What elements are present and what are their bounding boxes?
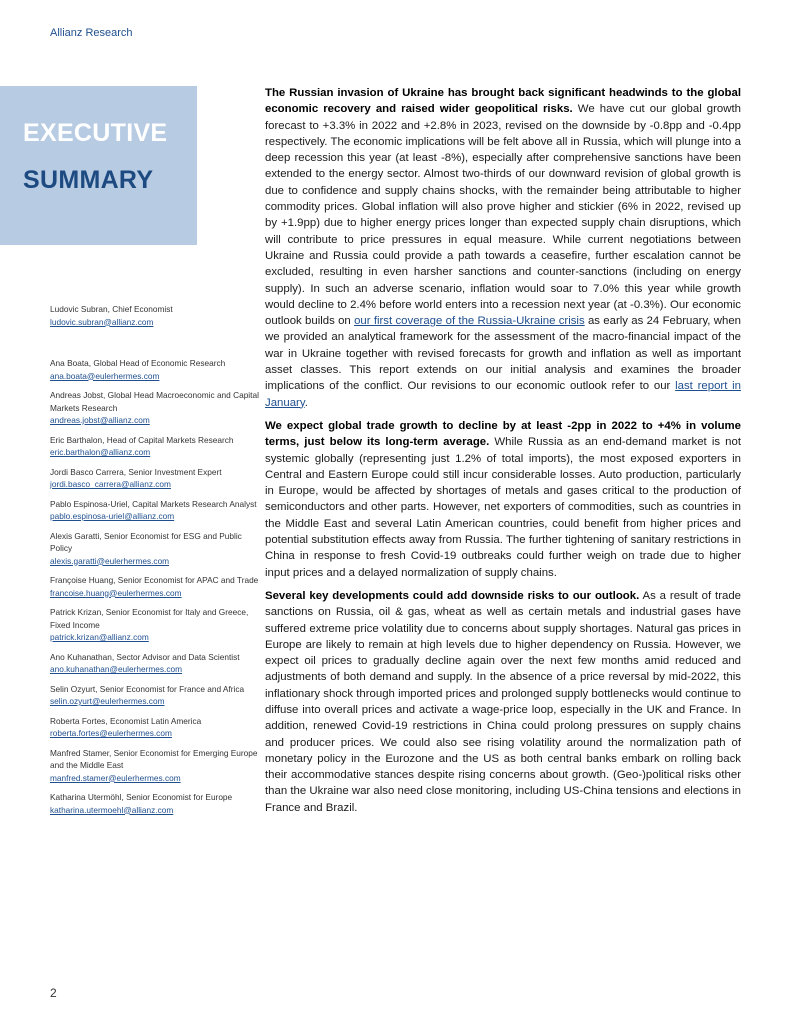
executive-summary-title-line1: EXECUTIVE <box>23 119 168 147</box>
paragraph-lead: We expect global trade growth to decline by at least -2pp in 2022 to +4% in volume terms, just below its long-term average. <box>265 419 741 449</box>
contact-email-link[interactable]: manfred.stamer@eulerhermes.com <box>50 772 181 783</box>
russia-ukraine-coverage-link[interactable]: our first coverage of the Russia-Ukraine crisis <box>354 315 585 328</box>
contact-email-link[interactable]: patrick.krizan@allianz.com <box>50 632 149 642</box>
contact-name: Françoise Huang, Senior Economist for APAC and Trade <box>50 575 259 585</box>
summary-paragraph <box>265 418 741 581</box>
contact-item <box>50 747 260 785</box>
contact-item <box>50 530 260 568</box>
contact-name: Selin Ozyurt, Senior Economist for France and Africa <box>50 683 245 694</box>
contact-email-link[interactable]: andreas.jobst@allianz.com <box>50 415 150 425</box>
contact-email-link[interactable]: ludovic.subran@allianz.com <box>50 316 154 327</box>
contact-item <box>50 357 260 382</box>
january-report-link[interactable]: last report in January <box>265 380 741 409</box>
contact-item <box>50 389 260 427</box>
contact-email-link[interactable]: alexis.garatti@eulerhermes.com <box>50 555 170 566</box>
contact-name: Ana Boata, Global Head of Economic Research <box>50 358 226 368</box>
contact-email-link[interactable]: ana.boata@eulerhermes.com <box>50 370 160 381</box>
contact-name: Pablo Espinosa-Uriel, Capital Markets Research Analyst <box>50 498 257 509</box>
paragraph-text: . <box>304 396 308 409</box>
contact-item <box>50 466 260 491</box>
contact-item <box>50 606 260 644</box>
paragraph-text: While Russia as an end-demand market is not systemic globally (representing just 1.2% of total imports), the most exposed exporters in Central and Eastern Europe could still incur considerable losses. Auto production, particularly in Europe, would be affected by shortages of metals and gases critical to the production of semiconductors and other parts. However, net exporters of commodities, such as countries in the Middle East and several Latin American countries, could benefit from higher prices and potential substitution effects away from Russia. The further tightening of sanitary restrictions in China in response to fresh Covid-19 outbreaks could further weigh on trade due to higher input prices and a delayed normalization of supply chains. <box>265 436 741 579</box>
summary-paragraph <box>265 588 741 816</box>
contact-name: Patrick Krizan, Senior Economist for Italy and Greece, Fixed Income <box>50 607 249 630</box>
contact-name: Andreas Jobst, Global Head Macroeconomic and Capital Markets Research <box>50 390 259 413</box>
contact-email-link[interactable]: katharina.utermoehl@allianz.com <box>50 804 174 815</box>
paragraph-lead: Several key developments could add downside risks to our outlook. <box>265 589 640 602</box>
contact-name: Ano Kuhanathan, Sector Advisor and Data Scientist <box>50 651 240 662</box>
contact-email-link[interactable]: ano.kuhanathan@eulerhermes.com <box>50 664 183 674</box>
contact-email-link[interactable]: selin.ozyurt@eulerhermes.com <box>50 696 165 706</box>
contact-item <box>50 434 260 459</box>
page-number: 2 <box>50 986 57 1000</box>
contact-item <box>50 791 260 816</box>
contact-item <box>50 498 260 523</box>
contact-name: Alexis Garatti, Senior Economist for ESG and Public Policy <box>50 530 242 553</box>
contact-email-link[interactable]: roberta.fortes@eulerhermes.com <box>50 728 172 738</box>
contact-name: Roberta Fortes, Economist Latin America <box>50 715 202 726</box>
contact-item <box>50 683 260 708</box>
executive-summary-title-line2: SUMMARY <box>23 166 154 194</box>
paragraph-text: as early as 24 February, when we provided an analytical framework for the assessment of the macro-financial impact of the war in Ukraine together with revised forecasts for growth and inflation as well as important asset classes. This report extends on our initial analysis and examines the broader implications of the conflict. Our revisions to our economic outlook refer to our <box>265 315 741 393</box>
contact-item <box>50 574 260 599</box>
contact-name: Manfred Stamer, Senior Economist for Emerging Europe and the Middle East <box>50 747 258 770</box>
contact-name: Jordi Basco Carrera, Senior Investment Expert <box>50 466 222 477</box>
contact-item <box>50 303 260 328</box>
contact-name: Eric Barthalon, Head of Capital Markets Research <box>50 434 234 445</box>
contact-item <box>50 651 260 676</box>
contact-email-link[interactable]: eric.barthalon@allianz.com <box>50 447 151 457</box>
executive-summary-box <box>0 86 197 245</box>
summary-body <box>265 85 741 823</box>
header-brand: Allianz Research <box>50 27 133 39</box>
contact-name: Ludovic Subran, Chief Economist <box>50 304 173 314</box>
paragraph-text: We have cut our global growth forecast to +3.3% in 2022 and +2.8% in 2023, revised on the downside by -0.8pp and -0.4pp respectively. The economic implications will be felt above all in Russia, which will plunge into a deep recession this year (at least -8%), especially after comprehensive sanctions have been extended to the energy sector. Almost two-thirds of our downward revision of global growth is due to confidence and supply chains shocks, with the remainder being attributable to higher commodity prices. Global inflation will also prove higher and stickier (6% in 2022, revised up by +1.9pp) due to higher energy prices longer than expected supply chain disruptions, which will contribute to price pressures in equal measure. While current negotiations between Ukraine and Russia could provide a path towards a ceasefire, further escalation cannot be excluded, resulting in even harsher sanctions and counter-sanctions (including on energy supply). In such an adverse scenario, inflation would soar to 7.0% this year while growth would decline to 2.4% before world enters into a recession next year (at -0.3%). Our economic outlook builds on <box>265 103 741 328</box>
paragraph-lead: The Russian invasion of Ukraine has brought back significant headwinds to the global economic recovery and raised wider geopolitical risks. <box>265 87 741 116</box>
contact-name: Katharina Utermöhl, Senior Economist for Europe <box>50 792 233 802</box>
contact-email-link[interactable]: jordi.basco_carrera@allianz.com <box>50 479 171 489</box>
contact-item <box>50 715 260 740</box>
paragraph-text: As a result of trade sanctions on Russia, oil & gas, wheat as well as certain metals and industrial gases have suffered extreme price volatility due to concerns about supply shortages. Natural gas prices in Europe are likely to remain at high levels due to higher dependency on Russia. However, we expect oil prices to gradually decline again over the next few months amid reduced and adjustments of both demand and supply. In the absence of a price reversal by mid-2022, this inflationary shock through imported prices and prolonged supply bottlenecks would continue to diffuse into overall prices and activate a wage-price loop, especially in the UK and France. In addition, renewed Covid-19 restrictions in China could prolong pressures on supply chains and producer prices. We could also see rising volatility around the normalization path of monetary policy in the Eurozone and the US as both central banks embark on rolling back their accommodative stances despite rising concerns about growth. (Geo-)political risks other than the Ukraine war also need close monitoring, including US-China tensions and elections in France and Brazil. <box>265 589 741 814</box>
summary-paragraph <box>265 85 741 411</box>
contact-email-link[interactable]: francoise.huang@eulerhermes.com <box>50 587 182 598</box>
contact-email-link[interactable]: pablo.espinosa-uriel@allianz.com <box>50 511 175 521</box>
contact-list <box>50 303 260 816</box>
